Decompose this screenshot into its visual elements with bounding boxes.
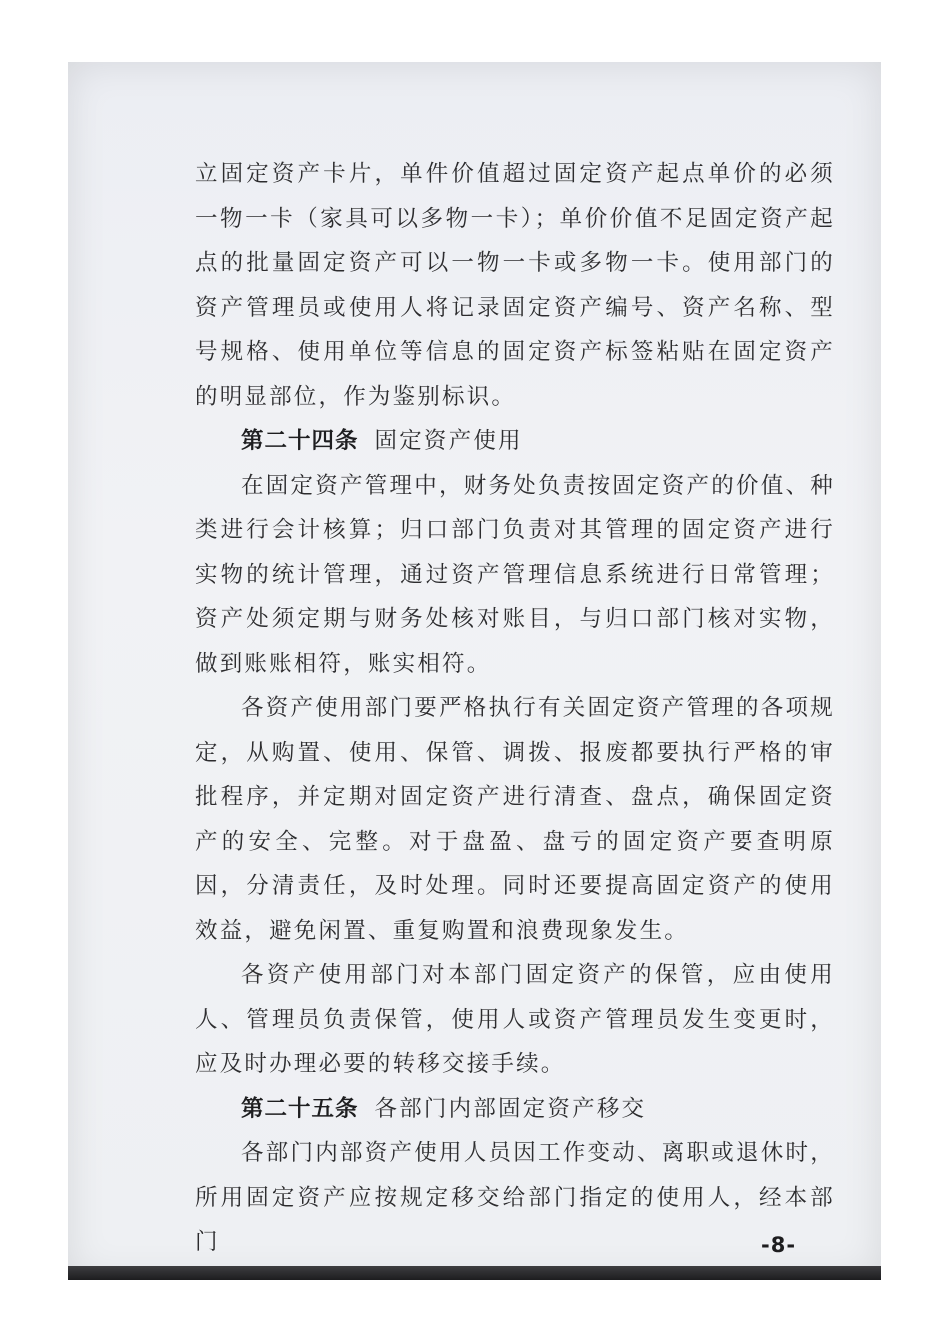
article-25-number: 第二十五条 — [241, 1095, 359, 1122]
article-24-paragraph-2: 各资产使用部门要严格执行有关固定资产管理的各项规定，从购置、使用、保管、调拨、报废都要执行严格的审批程序，并定期对固定资产进行清查、盘点，确保固定资产的安全、完整。对于盘盈、盘亏的固定资产要查明原因，分清责任，及时处理。同时还要提高固定资产的使用效益，避免闲置、重复购置和浪费现象发生。 — [195, 695, 835, 944]
article-24-title: 固定资产使用 — [374, 428, 523, 454]
article-25-paragraph-1: 各部门内部资产使用人员因工作变动、离职或退休时，所用固定资产应按规定移交给部门指定的使用人，经本部门 — [195, 1140, 835, 1255]
article-24-number: 第二十四条 — [241, 428, 359, 454]
paragraph-continuation: 立固定资产卡片，单件价值超过固定资产起点单价的必须一物一卡（家具可以多物一卡）；单价价值不足固定资产起点的批量固定资产可以一物一卡或多物一卡。使用部门的资产管理员或使用人将记录固定资产编号、资产名称、型号规格、使用单位等信息的固定资产标签粘贴在固定资产的明显部位，作为鉴别标识。 — [195, 161, 835, 410]
article-25-heading — [195, 1087, 835, 1132]
article-25-title: 各部门内部固定资产移交 — [374, 1095, 647, 1122]
article-24-paragraph-1: 在固定资产管理中，财务处负责按固定资产的价值、种类进行会计核算；归口部门负责对其管理的固定资产进行实物的统计管理，通过资产管理信息系统进行日常管理；资产处须定期与财务处核对账目，与归口部门核对实物，做到账账相符，账实相符。 — [195, 472, 835, 677]
document-body — [195, 152, 835, 1265]
article-24-heading — [195, 419, 835, 464]
page-number: -8- — [761, 1233, 797, 1257]
article-24-paragraph-3: 各资产使用部门对本部门固定资产的保管，应由使用人、管理员负责保管，使用人或资产管理员发生变更时，应及时办理必要的转移交接手续。 — [195, 962, 835, 1077]
photo-bottom-edge — [68, 1266, 881, 1280]
